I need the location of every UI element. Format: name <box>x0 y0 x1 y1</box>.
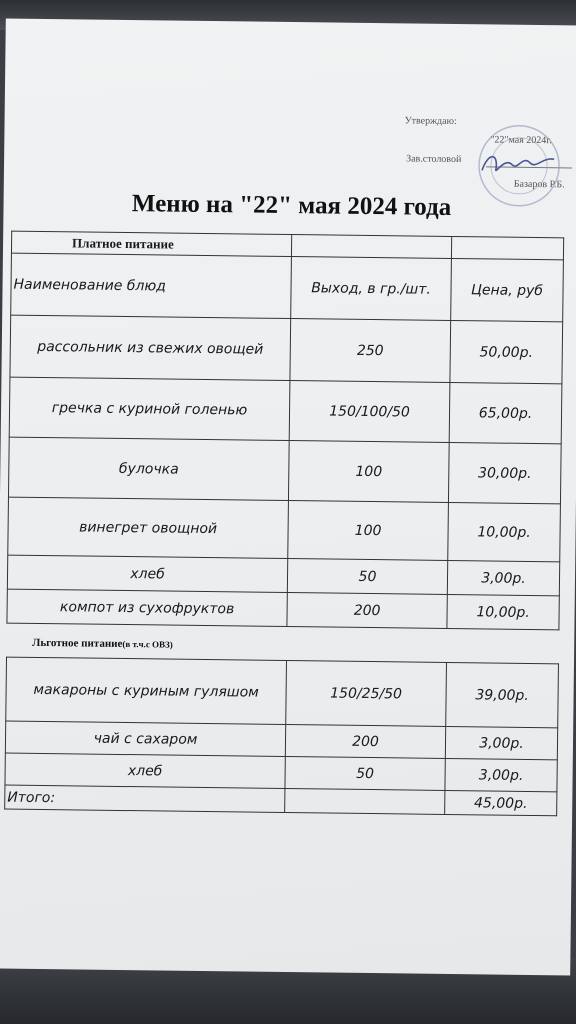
dish-price: 50,00р. <box>450 320 563 383</box>
dish-price: 10,00р. <box>447 594 559 629</box>
approve-label: Утверждаю: <box>404 115 457 128</box>
dish-name: макароны с куриным гуляшом <box>6 657 287 724</box>
dish-yield: 50 <box>285 756 445 790</box>
table-row <box>10 315 563 384</box>
table-row <box>8 437 561 504</box>
dish-name: гречка с куриной голенью <box>9 377 290 440</box>
dish-price: 3,00р. <box>445 726 557 759</box>
dish-price: 3,00р. <box>445 758 557 791</box>
page-title: Меню на "22" мая 2024 года <box>131 190 452 221</box>
table-row <box>6 657 559 728</box>
dish-yield: 100 <box>288 441 449 503</box>
benefit-title-text: Льготное питание <box>32 636 123 650</box>
dish-name: винегрет овощной <box>8 497 289 558</box>
header-price: Цена, руб <box>451 258 564 321</box>
empty-cell <box>451 236 563 259</box>
paid-section-title: Платное питание <box>11 231 291 256</box>
dish-name: булочка <box>8 437 289 500</box>
dish-price: 10,00р. <box>448 502 561 561</box>
dish-name: компот из сухофруктов <box>7 589 287 626</box>
total-value: 45,00р. <box>445 790 557 815</box>
dish-yield: 250 <box>290 319 451 383</box>
table-row <box>8 497 561 562</box>
dish-yield: 150/25/50 <box>286 660 447 726</box>
menu-sheet <box>0 19 576 976</box>
benefit-title-note: (в т.ч.с ОВЗ) <box>122 638 173 650</box>
dish-price: 30,00р. <box>448 442 561 503</box>
total-label: Итого: <box>5 785 285 812</box>
handwritten-signature <box>478 146 558 181</box>
benefit-menu-table <box>4 657 559 817</box>
approve-date: "22"мая 2024г. <box>490 134 552 147</box>
paid-menu-table <box>6 231 564 631</box>
dish-price: 39,00р. <box>446 662 559 727</box>
approve-position: Зав.столовой <box>406 153 462 166</box>
dish-yield: 50 <box>287 559 447 595</box>
header-yield: Выход, в гр./шт. <box>291 257 452 321</box>
dish-name: хлеб <box>7 555 287 592</box>
benefit-section-title <box>32 637 173 651</box>
table-row <box>7 589 559 630</box>
approve-signer: Базаров Р.Б. <box>513 178 565 191</box>
dish-name: хлеб <box>5 753 285 788</box>
empty-cell <box>291 235 451 259</box>
dish-name: чай с сахаром <box>5 721 285 756</box>
dish-price: 65,00р. <box>449 382 562 443</box>
header-name: Наименование блюд <box>11 253 292 318</box>
dish-yield: 150/100/50 <box>289 381 450 443</box>
empty-cell <box>285 788 445 814</box>
dish-name: рассольник из свежих овощей <box>10 315 291 380</box>
dish-price: 3,00р. <box>447 560 559 595</box>
dish-yield: 200 <box>287 592 447 628</box>
dish-yield: 200 <box>285 724 445 758</box>
header-row <box>11 253 564 322</box>
dish-yield: 100 <box>288 501 449 561</box>
table-row <box>9 377 562 444</box>
